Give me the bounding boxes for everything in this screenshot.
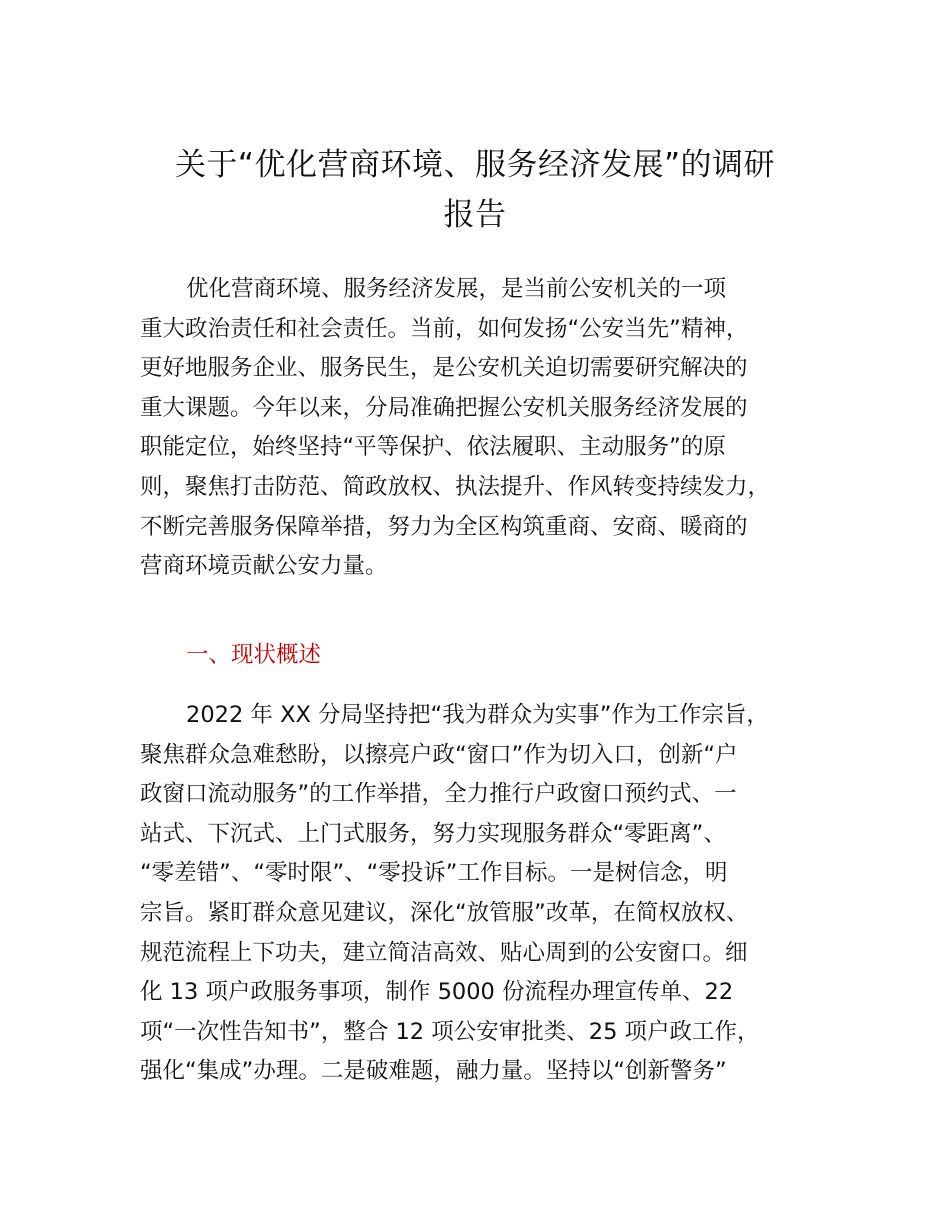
title-line: 关于“优化营商环境、服务经济发展”的调研 [174, 147, 776, 183]
paragraph-line: “零差错”、“零时限”、“零投诉”工作目标。一是树信念，明 [140, 860, 728, 887]
paragraph-line: 职能定位，始终坚持“平等保护、依法履职、主动服务”的原 [140, 434, 726, 461]
paragraph-line: 重大政治责任和社会责任。当前，如何发扬“公安当先”精神， [140, 315, 749, 342]
paragraph-line: 化 13 项户政服务事项，制作 5000 份流程办理宣传单、22 [140, 979, 734, 1006]
title-line: 报告 [443, 197, 507, 233]
paragraph-line: 营商环境贡献公安力量。 [140, 553, 388, 580]
paragraph-line: 优化营商环境、服务经济发展，是当前公安机关的一项 [186, 276, 727, 302]
body-paragraph [140, 696, 840, 1092]
paragraph-line: 不断完善服务保障举措，努力为全区构筑重商、安商、暖商的 [140, 513, 748, 540]
paragraph-line: 规范流程上下功夫，建立简洁高效、贴心周到的公安窗口。细 [140, 939, 748, 966]
paragraph-line: 更好地服务企业、服务民生，是公安机关迫切需要研究解决的 [140, 355, 748, 382]
intro-paragraph [140, 270, 840, 587]
section-heading: 一、现状概述 [186, 642, 322, 668]
paragraph-line: 重大课题。今年以来，分局准确把握公安机关服务经济发展的 [140, 394, 748, 421]
paragraph-line: 站式、下沉式、上门式服务，努力实现服务群众“零距离”、 [140, 820, 726, 847]
paragraph-line: 项“一次性告知书”，整合 12 项公安审批类、25 项户政工作， [140, 1018, 760, 1045]
paragraph-line: 则，聚焦打击防范、简政放权、执法提升、作风转变持续发力， [140, 473, 771, 500]
paragraph-line: 2022 年 XX 分局坚持把“我为群众为实事”作为工作宗旨， [186, 702, 769, 728]
paragraph-line: 聚焦群众急难愁盼，以擦亮户政“窗口”作为切入口，创新“户 [140, 741, 738, 768]
document-title [100, 140, 850, 240]
paragraph-line: 政窗口流动服务”的工作举措，全力推行户政窗口预约式、一 [140, 781, 737, 808]
paragraph-line: 宗旨。紧盯群众意见建议，深化“放管服”改革，在简权放权、 [140, 899, 749, 926]
paragraph-line: 强化“集成”办理。二是破难题，融力量。坚持以“创新警务” [140, 1058, 727, 1085]
